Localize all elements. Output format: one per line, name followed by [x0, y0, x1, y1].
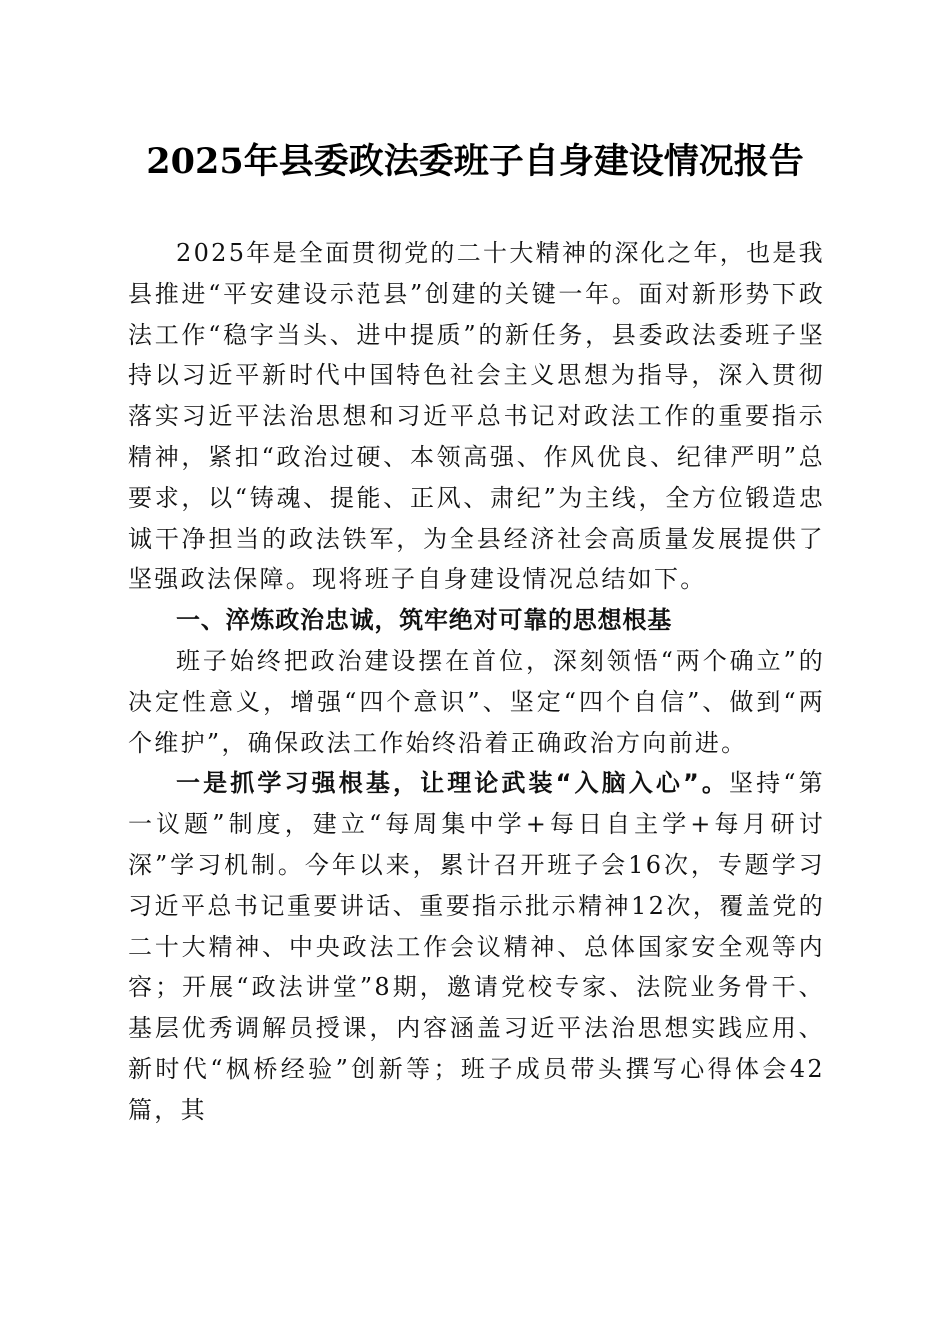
document-body	[128, 233, 825, 1131]
intro-paragraph: 2025年是全面贯彻党的二十大精神的深化之年，也是我县推进“平安建设示范县”创建的关键一年。面对新形势下政法工作“稳字当头、进中提质”的新任务，县委政法委班子坚持以习近平新时代中国特色社会主义思想为指导，深入贯彻落实习近平法治思想和习近平总书记对政法工作的重要指示精神，紧扣“政治过硬、本领高强、作风优良、纪律严明”总要求，以“铸魂、提能、正风、肃纪”为主线，全方位锻造忠诚干净担当的政法铁军，为全县经济社会高质量发展提供了坚强政法保障。现将班子自身建设情况总结如下。	[128, 239, 825, 594]
point-1-lead: 一是抓学习强根基，让理论武装“入脑入心”。	[176, 769, 730, 798]
point-1-paragraph	[128, 763, 825, 1130]
point-1-text: 坚持“第一议题”制度，建立“每周集中学+每日自主学+每月研讨深”学习机制。今年以来，累计召开班子会16次，专题学习习近平总书记重要讲话、重要指示批示精神12次，覆盖党的二十大精神、中央政法工作会议精神、总体国家安全观等内容；开展“政法讲堂”8期，邀请党校专家、法院业务骨干、基层优秀调解员授课，内容涵盖习近平法治思想实践应用、新时代“枫桥经验”创新等；班子成员带头撰写心得体会42篇，其	[128, 769, 825, 1124]
section-heading-1: 一、淬炼政治忠诚，筑牢绝对可靠的思想根基	[176, 606, 672, 635]
section-1-paragraph: 班子始终把政治建设摆在首位，深刻领悟“两个确立”的决定性意义，增强“四个意识”、坚定“四个自信”、做到“两个维护”，确保政法工作始终沿着正确政治方向前进。	[128, 646, 825, 757]
document-title: 2025年县委政法委班子自身建设情况报告	[146, 141, 804, 182]
